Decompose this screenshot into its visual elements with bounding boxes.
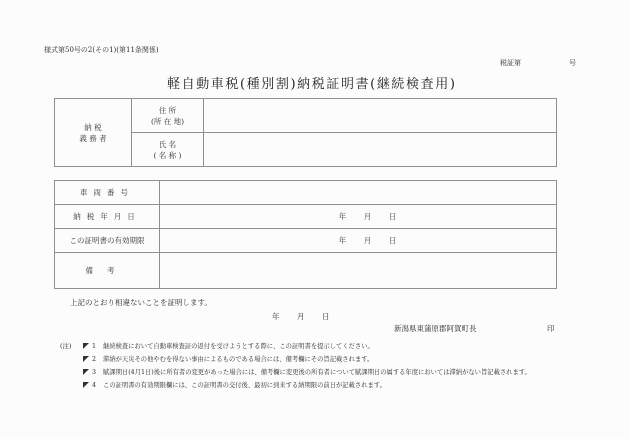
triangle-marker-icon <box>83 356 89 362</box>
payment-date-label: 納税年月日 <box>55 205 160 229</box>
form-id: 様式第50号の2(その1)(第11条関係) <box>44 46 159 54</box>
expiry-date-field[interactable] <box>160 229 557 253</box>
table-row <box>55 181 557 205</box>
expiry-label: この証明書の有効期限 <box>55 229 160 253</box>
payment-date-field[interactable] <box>160 205 557 229</box>
table-row <box>55 205 557 229</box>
issuer-name: 新潟県東蒲原郡阿賀町長 <box>394 324 477 333</box>
certification-statement: 上記のとおり相違ないことを証明します。 <box>70 298 212 307</box>
address-field[interactable] <box>204 99 557 133</box>
taxpayer-group-label: 納 税 義 務 者 <box>55 99 132 167</box>
remarks-label: 備考 <box>55 253 160 289</box>
vehicle-number-field[interactable] <box>160 181 557 205</box>
payment-date-parts: 年 月 日 <box>338 212 397 221</box>
vehicle-number-label: 車両番号 <box>55 181 160 205</box>
address-label: 住 所 (所 在 地) <box>132 99 204 133</box>
note-item: 1 継続検査において自動車検査証の返付を受けようとする際に、この証明書を提示してください。 <box>83 341 374 350</box>
triangle-marker-icon <box>83 382 89 388</box>
note-item: 2 滞納が天災その他やむを得ない事由によるものである場合には、備考欄にその旨記載されます。 <box>83 354 373 363</box>
table-row <box>55 229 557 253</box>
certification-date: 年 月 日 <box>272 312 330 321</box>
vehicle-table <box>54 180 557 289</box>
triangle-marker-icon <box>83 343 89 349</box>
note-item: 4 この証明書の有効期限欄には、この証明書の交付後、最初に到来する納期限の前日が記載されます。 <box>83 380 386 389</box>
table-row <box>55 99 557 133</box>
notes-label: (注) <box>60 342 72 350</box>
expiry-date-parts: 年 月 日 <box>338 236 397 245</box>
note-item: 3 賦課期日(4月1日)後に所有者の変更があった場合には、備考欄に変更後の所有者について賦課期日の属する年度においては滞納がない旨記載されます。 <box>83 367 531 376</box>
remarks-field[interactable] <box>160 253 557 289</box>
cert-number-prefix: 税証第 <box>500 59 521 67</box>
cert-number-suffix: 号 <box>569 59 576 67</box>
certificate-number <box>500 58 576 68</box>
table-row <box>55 253 557 289</box>
name-field[interactable] <box>204 133 557 167</box>
page-title: 軽自動車税(種別割)納税証明書(継続検査用) <box>167 77 457 92</box>
triangle-marker-icon <box>83 369 89 375</box>
seal-mark: 印 <box>547 324 555 333</box>
name-label: 氏 名 ( 名 称 ) <box>132 133 204 167</box>
taxpayer-table <box>54 98 557 167</box>
